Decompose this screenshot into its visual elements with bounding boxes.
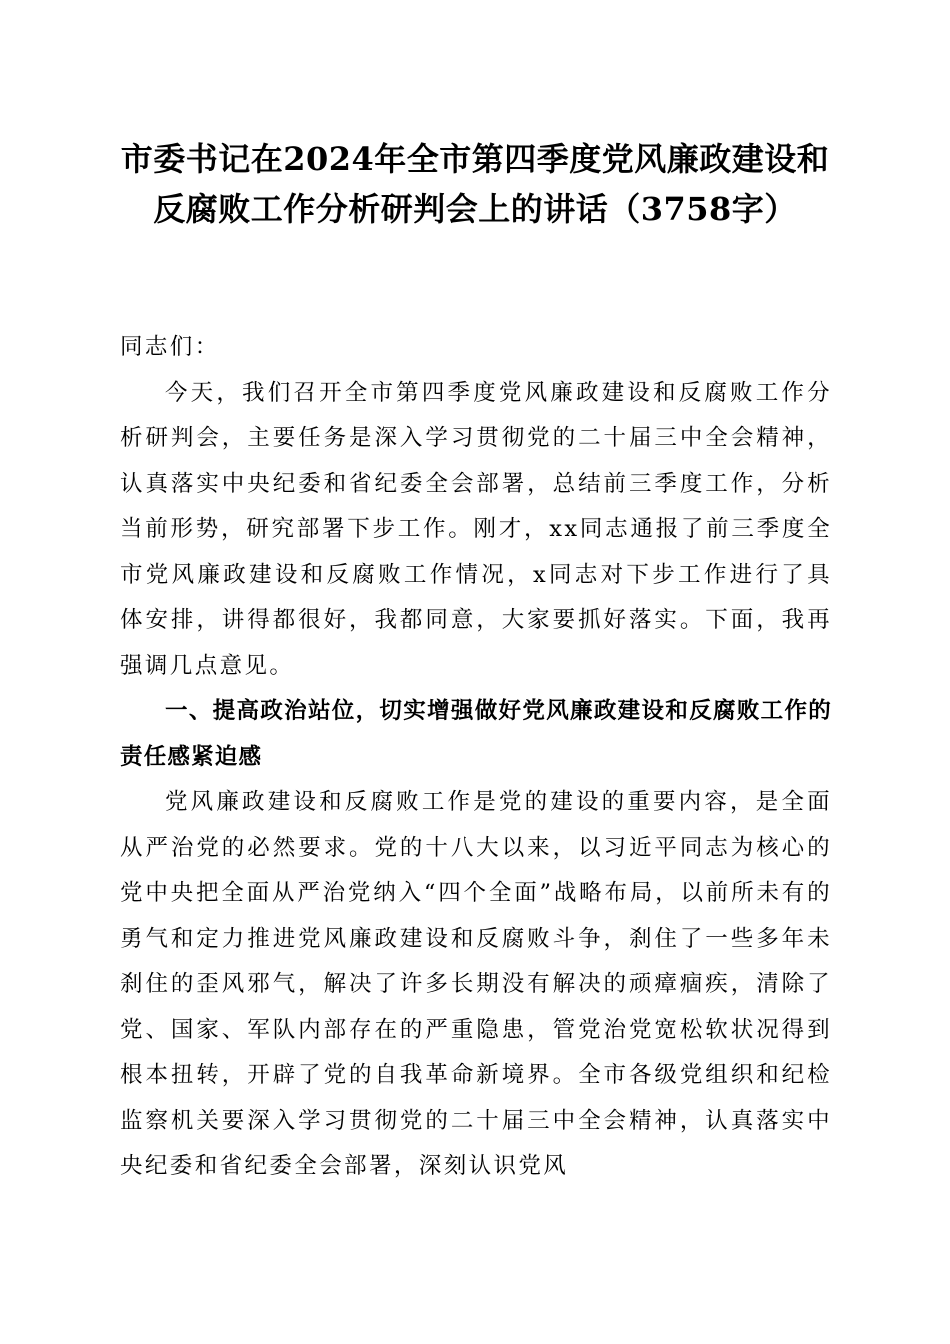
opening-paragraph: 今天，我们召开全市第四季度党风廉政建设和反腐败工作分析研判会，主要任务是深入学习贯彻党的二十届三中全会精神，认真落实中央纪委和省纪委全会部署，总结前三季度工作，分析当前形势，研究部署下步工作。刚才，xx同志通报了前三季度全市党风廉政建设和反腐败工作情况，x同志对下步工作进行了具体安排，讲得都很好，我都同意，大家要抓好落实。下面，我再强调几点意见。	[120, 379, 832, 679]
document-title: 市委书记在2024年全市第四季度党风廉政建设和反腐败工作分析研判会上的讲话（3758字）	[120, 140, 830, 228]
section-paragraph: 党风廉政建设和反腐败工作是党的建设的重要内容，是全面从严治党的必然要求。党的十八大以来，以习近平同志为核心的党中央把全面从严治党纳入“四个全面”战略布局，以前所未有的勇气和定力推进党风廉政建设和反腐败斗争，刹住了一些多年未刹住的歪风邪气，解决了许多长期没有解决的顽瘴痼疾，清除了党、国家、军队内部存在的严重隐患，管党治党宽松软状况得到根本扭转，开辟了党的自我革命新境界。全市各级党组织和纪检监察机关要深入学习贯彻党的二十届三中全会精神，认真落实中央纪委和省纪委全会部署，深刻认识党风	[120, 789, 832, 1179]
section-heading: 一、提高政治站位，切实增强做好党风廉政建设和反腐败工作的责任感紧迫感	[120, 698, 832, 770]
salutation: 同志们：	[120, 334, 220, 360]
document-body	[120, 325, 832, 1190]
